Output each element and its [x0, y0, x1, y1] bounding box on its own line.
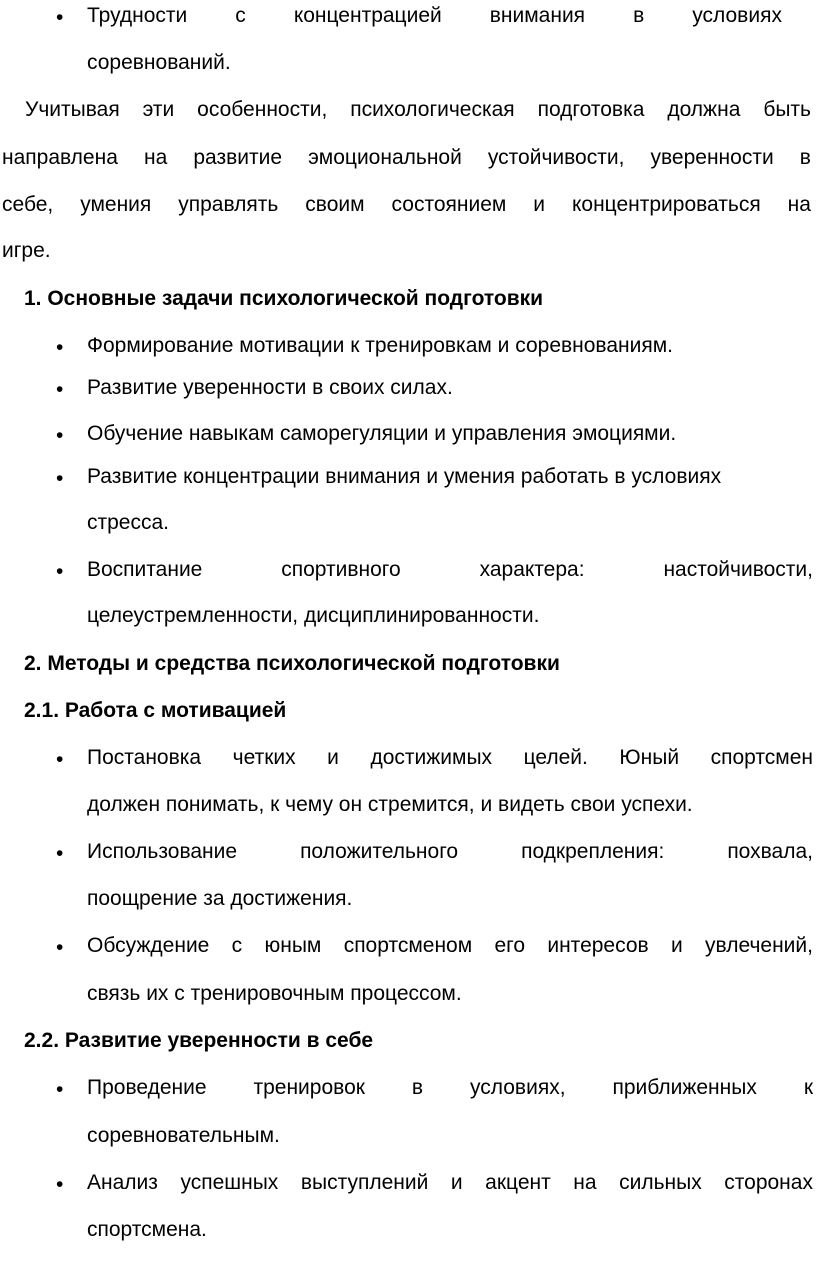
word: целей.	[523, 746, 588, 769]
word: состоянием	[391, 193, 507, 216]
word: Проведение	[87, 1076, 207, 1099]
word: развитие	[193, 146, 282, 169]
word: должна	[667, 98, 741, 121]
list-item-line: целеустремленности, дисциплинированности.	[87, 604, 540, 627]
word: его	[494, 934, 526, 957]
bullet-marker: •	[56, 1173, 64, 1196]
word: подготовка	[537, 98, 645, 121]
list-item-line: спортсмена.	[87, 1218, 207, 1241]
word: Воспитание	[87, 558, 203, 581]
word: положительного	[300, 840, 459, 863]
bullet-marker: •	[56, 842, 64, 865]
word: Использование	[87, 840, 238, 863]
bullet-marker: •	[56, 560, 64, 583]
word: эти	[142, 98, 175, 121]
list-item-line: Развитие уверенности в своих силах.	[87, 376, 453, 399]
list-item-line	[87, 934, 813, 958]
word: концентрацией	[293, 4, 442, 27]
section-heading: 1. Основные задачи психологической подготовки	[24, 287, 544, 310]
word: с	[235, 4, 246, 27]
bullet-marker: •	[56, 336, 64, 359]
word: четких	[232, 746, 296, 769]
bullet-marker: •	[56, 378, 64, 401]
word: особенности,	[197, 98, 328, 121]
list-item-line	[87, 1076, 813, 1100]
word: на	[573, 1171, 597, 1194]
list-item-line	[87, 746, 813, 770]
word: уверенности	[650, 146, 774, 169]
word: и	[327, 746, 339, 769]
word: акцент	[485, 1171, 551, 1194]
word: себе,	[2, 193, 54, 216]
list-item-line: Формирование мотивации к тренировкам и соревнованиям.	[87, 334, 674, 357]
list-item-line: Обучение навыкам саморегуляции и управления эмоциями.	[87, 422, 677, 445]
word: к	[803, 1076, 813, 1099]
word: выступлений	[300, 1171, 429, 1194]
word: спортсменом	[343, 934, 473, 957]
word: концентрироваться	[571, 193, 761, 216]
list-item-line	[87, 558, 813, 582]
word: сильных	[619, 1171, 702, 1194]
bullet-marker: •	[56, 748, 64, 771]
word: в	[633, 4, 645, 27]
paragraph-line: игре.	[2, 239, 51, 262]
word: условиях	[692, 4, 782, 27]
word: Обсуждение	[87, 934, 210, 957]
word: приближенных	[612, 1076, 757, 1099]
bullet-marker: •	[56, 936, 64, 959]
paragraph-line	[25, 98, 811, 122]
word: Постановка	[87, 746, 202, 769]
word: и	[533, 193, 546, 216]
word: эмоциональной	[308, 146, 462, 169]
word: и	[671, 934, 683, 957]
list-item-line: Развитие концентрации внимания и умения работать в условиях	[87, 465, 722, 488]
word: похвала,	[727, 840, 813, 863]
word: Анализ	[87, 1171, 158, 1194]
list-item-line	[87, 1171, 813, 1195]
list-item-line: связь их с тренировочным процессом.	[87, 982, 462, 1005]
bullet-marker: •	[56, 424, 64, 447]
word: управлять	[178, 193, 279, 216]
word: устойчивости,	[487, 146, 625, 169]
word: и	[450, 1171, 463, 1194]
word: спортивного	[281, 558, 401, 581]
list-item-line: соревнований.	[87, 51, 231, 74]
word: в	[799, 146, 811, 169]
word: Трудности	[87, 4, 188, 27]
word: подкрепления:	[521, 840, 665, 863]
paragraph-line	[2, 193, 811, 217]
word: сторонах	[724, 1171, 813, 1194]
subsection-heading: 2.2. Развитие уверенности в себе	[24, 1029, 374, 1052]
subsection-heading: 2.1. Работа с мотивацией	[24, 699, 287, 722]
word: быть	[763, 98, 811, 121]
word: на	[787, 193, 811, 216]
bullet-marker: •	[56, 6, 64, 29]
list-item-line: соревновательным.	[87, 1124, 280, 1147]
word: юным	[264, 934, 322, 957]
word: психологическая	[350, 98, 515, 121]
word: увлечений,	[705, 934, 813, 957]
word: внимания	[489, 4, 586, 27]
word: умения	[80, 193, 152, 216]
list-item-line	[87, 840, 813, 864]
word: достижимых	[370, 746, 493, 769]
word: условиях,	[470, 1076, 566, 1099]
word: Учитывая	[25, 98, 120, 121]
word: тренировок	[253, 1076, 365, 1099]
word: спортсмен	[710, 746, 813, 769]
paragraph-line	[2, 146, 811, 170]
list-item-line: должен понимать, к чему он стремится, и видеть свои успехи.	[87, 793, 693, 816]
bullet-marker: •	[56, 1078, 64, 1101]
list-item-line	[87, 4, 782, 28]
word: своим	[305, 193, 365, 216]
list-item-line: поощрение за достижения.	[87, 887, 353, 910]
word: настойчивости,	[663, 558, 813, 581]
word: интересов	[547, 934, 649, 957]
list-item-line: стресса.	[87, 511, 169, 534]
word: в	[411, 1076, 424, 1099]
bullet-marker: •	[56, 467, 64, 490]
section-heading: 2. Методы и средства психологической подготовки	[24, 652, 560, 675]
word: Юный	[619, 746, 680, 769]
word: успешных	[180, 1171, 279, 1194]
word: направлена	[2, 146, 118, 169]
word: с	[231, 934, 243, 957]
word: характера:	[479, 558, 585, 581]
word: на	[143, 146, 168, 169]
